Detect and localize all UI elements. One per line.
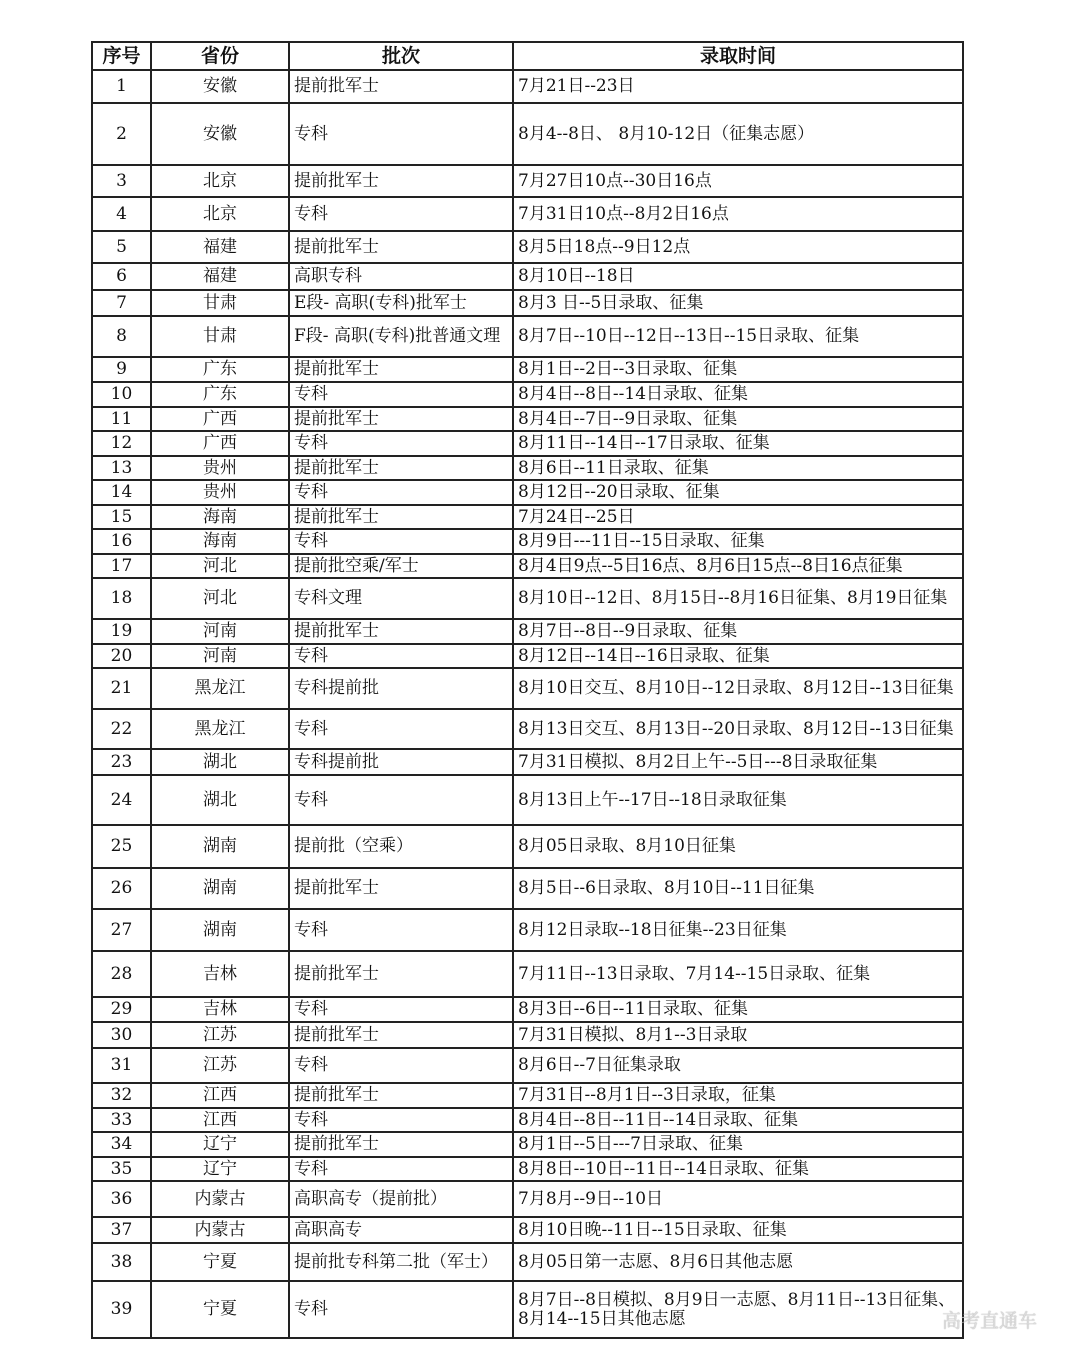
batch-cell: 提前批军士 <box>289 357 513 382</box>
table-row <box>92 316 963 357</box>
province-cell: 广东 <box>151 357 289 382</box>
row-index-cell: 24 <box>92 775 151 825</box>
province-cell: 江西 <box>151 1108 289 1132</box>
table-row <box>92 1132 963 1157</box>
province-cell: 湖南 <box>151 868 289 909</box>
table-row <box>92 1281 963 1338</box>
table-row <box>92 382 963 407</box>
table-row <box>92 644 963 668</box>
table-row <box>92 909 963 951</box>
batch-cell: 提前批军士 <box>289 951 513 997</box>
table-row <box>92 431 963 456</box>
admission-time-cell: 8月05日第一志愿、8月6日其他志愿 <box>513 1243 963 1281</box>
province-cell: 河北 <box>151 554 289 578</box>
batch-cell: 专科 <box>289 997 513 1022</box>
table-row <box>92 1083 963 1108</box>
admission-time-cell: 8月10日晚--11日--15日录取、征集 <box>513 1217 963 1243</box>
table-row <box>92 357 963 382</box>
table-row <box>92 1108 963 1132</box>
table-row <box>92 1048 963 1083</box>
header-admission-time: 录取时间 <box>513 42 963 70</box>
row-index-cell: 19 <box>92 619 151 644</box>
batch-cell: 提前批（空乘） <box>289 825 513 868</box>
admission-time-cell: 8月12日--20日录取、征集 <box>513 480 963 505</box>
table-row <box>92 407 963 431</box>
admission-time-cell: 8月4日--7日--9日录取、征集 <box>513 407 963 431</box>
batch-cell: 提前批专科第二批（军士） <box>289 1243 513 1281</box>
table-row <box>92 749 963 775</box>
batch-cell: 专科提前批 <box>289 668 513 709</box>
row-index-cell: 20 <box>92 644 151 668</box>
batch-cell: 高职高专（提前批） <box>289 1181 513 1217</box>
table-row <box>92 103 963 165</box>
batch-cell: 专科 <box>289 103 513 165</box>
admission-time-cell: 8月7日--8日模拟、8月9日一志愿、8月11日--13日征集、8月14--15日其他志愿 <box>513 1281 963 1338</box>
admission-time-cell: 8月10日--18日 <box>513 263 963 290</box>
admission-time-cell: 8月11日--14日--17日录取、征集 <box>513 431 963 456</box>
admission-time-cell: 8月13日上午--17日--18日录取征集 <box>513 775 963 825</box>
batch-cell: 提前批军士 <box>289 407 513 431</box>
batch-cell: 提前批军士 <box>289 1022 513 1048</box>
province-cell: 北京 <box>151 197 289 231</box>
province-cell: 宁夏 <box>151 1243 289 1281</box>
admission-time-cell: 8月1日--2日--3日录取、征集 <box>513 357 963 382</box>
batch-cell: 专科 <box>289 1108 513 1132</box>
province-cell: 江苏 <box>151 1022 289 1048</box>
province-cell: 河南 <box>151 619 289 644</box>
row-index-cell: 38 <box>92 1243 151 1281</box>
table-row <box>92 578 963 619</box>
province-cell: 黑龙江 <box>151 668 289 709</box>
batch-cell: 专科 <box>289 382 513 407</box>
province-cell: 北京 <box>151 165 289 197</box>
batch-cell: E段- 高职(专科)批军士 <box>289 290 513 316</box>
admission-time-cell: 8月6日--11日录取、征集 <box>513 456 963 480</box>
table-row <box>92 668 963 709</box>
row-index-cell: 27 <box>92 909 151 951</box>
batch-cell: 专科 <box>289 480 513 505</box>
batch-cell: 提前批军士 <box>289 165 513 197</box>
province-cell: 安徽 <box>151 103 289 165</box>
batch-cell: 专科 <box>289 197 513 231</box>
province-cell: 湖南 <box>151 909 289 951</box>
table-row <box>92 825 963 868</box>
province-cell: 吉林 <box>151 997 289 1022</box>
row-index-cell: 32 <box>92 1083 151 1108</box>
province-cell: 河北 <box>151 578 289 619</box>
row-index-cell: 8 <box>92 316 151 357</box>
province-cell: 吉林 <box>151 951 289 997</box>
batch-cell: 专科 <box>289 775 513 825</box>
province-cell: 江西 <box>151 1083 289 1108</box>
batch-cell: 提前批军士 <box>289 505 513 529</box>
batch-cell: 专科 <box>289 1157 513 1181</box>
admission-time-cell: 7月24日--25日 <box>513 505 963 529</box>
row-index-cell: 29 <box>92 997 151 1022</box>
row-index-cell: 22 <box>92 709 151 749</box>
batch-cell: 提前批军士 <box>289 231 513 263</box>
row-index-cell: 16 <box>92 529 151 554</box>
batch-cell: 提前批军士 <box>289 619 513 644</box>
admission-time-cell: 8月12日--14日--16日录取、征集 <box>513 644 963 668</box>
row-index-cell: 17 <box>92 554 151 578</box>
province-cell: 甘肃 <box>151 290 289 316</box>
table-row <box>92 1243 963 1281</box>
row-index-cell: 5 <box>92 231 151 263</box>
table-row <box>92 456 963 480</box>
row-index-cell: 36 <box>92 1181 151 1217</box>
batch-cell: 提前批军士 <box>289 1083 513 1108</box>
province-cell: 辽宁 <box>151 1157 289 1181</box>
admission-time-cell: 7月31日模拟、8月1--3日录取 <box>513 1022 963 1048</box>
batch-cell: 专科 <box>289 709 513 749</box>
row-index-cell: 10 <box>92 382 151 407</box>
province-cell: 内蒙古 <box>151 1181 289 1217</box>
admission-time-cell: 8月1日--5日---7日录取、征集 <box>513 1132 963 1157</box>
watermark: 高考直通车 <box>942 1310 1038 1332</box>
province-cell: 海南 <box>151 505 289 529</box>
batch-cell: 专科 <box>289 1281 513 1338</box>
table-row <box>92 480 963 505</box>
header-batch: 批次 <box>289 42 513 70</box>
batch-cell: 高职高专 <box>289 1217 513 1243</box>
admission-time-cell: 8月7日--10日--12日--13日--15日录取、征集 <box>513 316 963 357</box>
batch-cell: 提前批军士 <box>289 70 513 103</box>
admission-time-cell: 8月05日录取、8月10日征集 <box>513 825 963 868</box>
batch-cell: 提前批军士 <box>289 456 513 480</box>
admission-time-cell: 8月8日--10日--11日--14日录取、征集 <box>513 1157 963 1181</box>
row-index-cell: 31 <box>92 1048 151 1083</box>
batch-cell: 专科文理 <box>289 578 513 619</box>
header-province: 省份 <box>151 42 289 70</box>
row-index-cell: 3 <box>92 165 151 197</box>
table-row <box>92 1217 963 1243</box>
province-cell: 甘肃 <box>151 316 289 357</box>
row-index-cell: 15 <box>92 505 151 529</box>
admission-time-cell: 7月8月--9日--10日 <box>513 1181 963 1217</box>
admission-time-cell: 7月31日模拟、8月2日上午--5日---8日录取征集 <box>513 749 963 775</box>
batch-cell: 提前批军士 <box>289 1132 513 1157</box>
row-index-cell: 39 <box>92 1281 151 1338</box>
province-cell: 湖北 <box>151 749 289 775</box>
batch-cell: 专科 <box>289 1048 513 1083</box>
province-cell: 贵州 <box>151 480 289 505</box>
province-cell: 广西 <box>151 407 289 431</box>
admission-time-cell: 7月11日--13日录取、7月14--15日录取、征集 <box>513 951 963 997</box>
batch-cell: 专科 <box>289 909 513 951</box>
admission-time-cell: 8月6日--7日征集录取 <box>513 1048 963 1083</box>
admission-time-cell: 8月5日--6日录取、8月10日--11日征集 <box>513 868 963 909</box>
table-row <box>92 263 963 290</box>
table-row <box>92 868 963 909</box>
table-row <box>92 997 963 1022</box>
admission-time-cell: 8月3 日--5日录取、征集 <box>513 290 963 316</box>
province-cell: 福建 <box>151 231 289 263</box>
row-index-cell: 37 <box>92 1217 151 1243</box>
row-index-cell: 21 <box>92 668 151 709</box>
table-row <box>92 1181 963 1217</box>
admission-time-cell: 8月10日交互、8月10日--12日录取、8月12日--13日征集 <box>513 668 963 709</box>
row-index-cell: 4 <box>92 197 151 231</box>
table-row <box>92 951 963 997</box>
row-index-cell: 6 <box>92 263 151 290</box>
table-row <box>92 529 963 554</box>
province-cell: 宁夏 <box>151 1281 289 1338</box>
table-header-row <box>92 42 963 70</box>
batch-cell: 提前批军士 <box>289 868 513 909</box>
row-index-cell: 1 <box>92 70 151 103</box>
row-index-cell: 2 <box>92 103 151 165</box>
province-cell: 河南 <box>151 644 289 668</box>
admission-time-cell: 7月21日--23日 <box>513 70 963 103</box>
row-index-cell: 34 <box>92 1132 151 1157</box>
province-cell: 安徽 <box>151 70 289 103</box>
admission-time-cell: 7月31日--8月1日--3日录取，征集 <box>513 1083 963 1108</box>
province-cell: 黑龙江 <box>151 709 289 749</box>
admission-time-cell: 7月27日10点--30日16点 <box>513 165 963 197</box>
row-index-cell: 28 <box>92 951 151 997</box>
table-row <box>92 619 963 644</box>
table-row <box>92 709 963 749</box>
row-index-cell: 33 <box>92 1108 151 1132</box>
admission-time-cell: 8月4日--8日--11日--14日录取、征集 <box>513 1108 963 1132</box>
province-cell: 湖北 <box>151 775 289 825</box>
batch-cell: 提前批空乘/军士 <box>289 554 513 578</box>
row-index-cell: 18 <box>92 578 151 619</box>
province-cell: 湖南 <box>151 825 289 868</box>
admission-time-cell: 8月9日---11日--15日录取、征集 <box>513 529 963 554</box>
province-cell: 贵州 <box>151 456 289 480</box>
batch-cell: 专科提前批 <box>289 749 513 775</box>
table-row <box>92 1022 963 1048</box>
admission-time-cell: 8月5日18点--9日12点 <box>513 231 963 263</box>
row-index-cell: 25 <box>92 825 151 868</box>
batch-cell: 专科 <box>289 644 513 668</box>
admission-time-cell: 8月4日9点--5日16点、8月6日15点--8日16点征集 <box>513 554 963 578</box>
admission-time-cell: 8月7日--8日--9日录取、征集 <box>513 619 963 644</box>
province-cell: 辽宁 <box>151 1132 289 1157</box>
admission-time-cell: 8月4--8日、 8月10-12日（征集志愿） <box>513 103 963 165</box>
province-cell: 海南 <box>151 529 289 554</box>
province-cell: 内蒙古 <box>151 1217 289 1243</box>
admission-time-cell: 8月4日--8日--14日录取、征集 <box>513 382 963 407</box>
province-cell: 福建 <box>151 263 289 290</box>
admission-time-cell: 8月13日交互、8月13日--20日录取、8月12日--13日征集 <box>513 709 963 749</box>
admission-time-cell: 7月31日10点--8月2日16点 <box>513 197 963 231</box>
table-row <box>92 775 963 825</box>
row-index-cell: 9 <box>92 357 151 382</box>
table-row <box>92 197 963 231</box>
batch-cell: 专科 <box>289 529 513 554</box>
table-row <box>92 290 963 316</box>
admission-schedule-table <box>91 41 964 1339</box>
province-cell: 广西 <box>151 431 289 456</box>
province-cell: 江苏 <box>151 1048 289 1083</box>
header-index: 序号 <box>92 42 151 70</box>
row-index-cell: 35 <box>92 1157 151 1181</box>
table-row <box>92 165 963 197</box>
admission-time-cell: 8月12日录取--18日征集--23日征集 <box>513 909 963 951</box>
row-index-cell: 11 <box>92 407 151 431</box>
row-index-cell: 30 <box>92 1022 151 1048</box>
batch-cell: F段- 高职(专科)批普通文理 <box>289 316 513 357</box>
row-index-cell: 12 <box>92 431 151 456</box>
province-cell: 广东 <box>151 382 289 407</box>
row-index-cell: 7 <box>92 290 151 316</box>
table-row <box>92 70 963 103</box>
row-index-cell: 26 <box>92 868 151 909</box>
row-index-cell: 23 <box>92 749 151 775</box>
batch-cell: 高职专科 <box>289 263 513 290</box>
admission-time-cell: 8月3日--6日--11日录取、征集 <box>513 997 963 1022</box>
admission-time-cell: 8月10日--12日、8月15日--8月16日征集、8月19日征集 <box>513 578 963 619</box>
table-row <box>92 1157 963 1181</box>
batch-cell: 专科 <box>289 431 513 456</box>
table-row <box>92 505 963 529</box>
row-index-cell: 13 <box>92 456 151 480</box>
row-index-cell: 14 <box>92 480 151 505</box>
table-row <box>92 231 963 263</box>
table-row <box>92 554 963 578</box>
